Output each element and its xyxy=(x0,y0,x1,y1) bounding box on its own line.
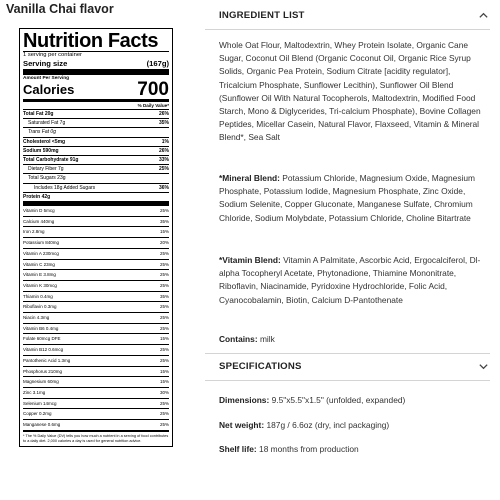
nutrient-dv: 36% xyxy=(158,184,169,191)
vitamin-dv: 25% xyxy=(159,304,169,310)
ingredient-list-heading: INGREDIENT LIST xyxy=(219,10,305,21)
vitamin-dv: 15% xyxy=(159,336,169,342)
vitamin-row xyxy=(23,376,169,387)
vitamin-name: Thiamin 0.4mg xyxy=(23,293,53,299)
dimensions-text: 9.5"x5.5"x1.5" (unfolded, expanded) xyxy=(269,395,406,405)
vitamin-dv: 15% xyxy=(159,229,169,235)
flavor-title: Vanilla Chai flavor xyxy=(6,2,114,16)
vitamin-row xyxy=(23,366,169,377)
net-weight-label: Net weight: xyxy=(219,420,265,430)
chevron-up-icon xyxy=(478,10,489,21)
vitamin-blend-text: Vitamin A Palmitate, Ascorbic Acid, Ergocalciferol, Dl-alpha Tocopheryl Acetate, Phytonadione, Thiamine Mononitrate, Riboflavin, Niacinamide, Pyridoxine Hydrochloride, Folic Acid, Cyanocobalamin, Biotin, Calcium D-Pantothenate xyxy=(219,255,481,305)
nutrient-dv: 26% xyxy=(158,111,169,117)
vitamin-row xyxy=(23,323,169,334)
nutrient-name: Trans Fat 0g xyxy=(28,129,56,136)
nutrient-row xyxy=(23,118,169,127)
section-divider xyxy=(205,380,490,381)
vitamin-row xyxy=(23,408,169,419)
nutrient-name: Cholesterol <5mg xyxy=(23,138,66,145)
nutrient-row xyxy=(23,173,169,182)
mineral-blend-text: Potassium Chloride, Magnesium Oxide, Magnesium Phosphate, Potassium Iodide, Magnesium Phosphate, Zinc Oxide, Sodium Selenite, Copper Gluconate, Manganese Sulfate, Chromium Chloride, Sodium Molybdate, Potassium Chloride, Choline Bitartrate xyxy=(219,173,476,223)
vitamin-row xyxy=(23,248,169,259)
vitamin-name: Folate 60mcg DFE xyxy=(23,336,61,342)
nutrient-row xyxy=(23,146,169,155)
calories-label: Calories xyxy=(23,82,75,97)
vitamin-name: Vitamin D 5mcg xyxy=(23,208,55,214)
vitamin-row xyxy=(23,237,169,248)
vitamin-row xyxy=(23,312,169,323)
amount-per-serving: Amount Per Serving xyxy=(23,76,70,81)
serving-size-label: Serving size xyxy=(23,59,68,68)
vitamin-row xyxy=(23,205,169,216)
nutrient-row xyxy=(23,183,169,192)
vitamin-name: Niacin 4.3mg xyxy=(23,315,50,321)
net-weight-text: 187g / 6.6oz (dry, incl packaging) xyxy=(264,420,390,430)
vitamin-dv: 35% xyxy=(159,218,169,224)
spec-dimensions xyxy=(219,395,405,405)
vitamin-dv: 25% xyxy=(159,282,169,288)
serving-size-value: (167g) xyxy=(146,59,169,68)
vitamin-row xyxy=(23,269,169,280)
chevron-down-icon xyxy=(478,361,489,372)
vitamin-dv: 25% xyxy=(159,411,169,417)
vitamin-name: Vitamin E 3.8mg xyxy=(23,272,56,278)
section-divider xyxy=(205,29,490,30)
daily-value-header: % Daily Value* xyxy=(137,103,169,108)
serving-size xyxy=(23,59,169,68)
specifications-toggle[interactable] xyxy=(219,361,489,372)
nutrient-name: Includes 18g Added Sugars xyxy=(34,184,96,191)
vitamin-row xyxy=(23,419,169,430)
nutrient-name: Total Sugars 23g xyxy=(28,175,66,182)
nutrient-name: Protein 42g xyxy=(23,193,51,200)
ingredient-main-text: Whole Oat Flour, Maltodextrin, Whey Protein Isolate, Organic Cane Sugar, Coconut Oil Blend (Organic Coconut Oil, Organic Rice Syrup Solids, Organic Pea Protein, Sodium Citrate [acidity regulator], Tricalcium Phosphate, Sunflower Lecithin), Sunflower Oil Blend (Sunflower Oil With Natural Tocopherols, Maltodextrin, Modified Food Starch, Mono & Diglycerides, Tri-calcium Phosphate), Bovine Collagen Peptides, Micellar Casein, Natural Flavor, Flaxseed, Vitamin & Mineral Blend*, Sea Salt xyxy=(219,40,481,143)
vitamin-name: Manganese 0.6mg xyxy=(23,422,61,428)
nutrition-facts-label xyxy=(19,28,173,447)
nutrient-row xyxy=(23,137,169,146)
vitamin-row xyxy=(23,280,169,291)
vitamin-row xyxy=(23,398,169,409)
nutrient-name: Dietary Fiber 7g xyxy=(28,166,64,173)
shelf-life-label: Shelf life: xyxy=(219,444,257,454)
vitamin-name: Vitamin C 23mg xyxy=(23,261,55,267)
vitamin-row xyxy=(23,259,169,270)
nutrient-name: Sodium 590mg xyxy=(23,147,59,154)
vitamin-dv: 25% xyxy=(159,315,169,321)
vitamin-dv: 15% xyxy=(159,379,169,385)
vitamin-name: Pantothenic Acid 1.3mg xyxy=(23,357,71,363)
shelf-life-text: 18 months from production xyxy=(256,444,359,454)
calories-row xyxy=(23,79,169,100)
vitamin-dv: 25% xyxy=(159,272,169,278)
nutrition-facts-title: Nutrition Facts xyxy=(23,31,169,52)
ingredient-list-toggle[interactable] xyxy=(219,10,489,21)
nutrient-row xyxy=(23,192,169,205)
vitamin-name: Riboflavin 0.3mg xyxy=(23,304,57,310)
contains-label: Contains: xyxy=(219,334,258,344)
vitamin-name: Calcium 440mg xyxy=(23,218,55,224)
vitamin-dv: 25% xyxy=(159,261,169,267)
vitamin-name: Vitamin A 230mcg xyxy=(23,250,59,256)
daily-value-footnote: * The % Daily Value (DV) tells you how much a nutrient in a serving of food contributes to a daily diet. 2,000 calories a day is used for general nutrition advice. xyxy=(23,430,169,444)
vitamin-mineral-list xyxy=(23,205,169,430)
nutrient-name: Saturated Fat 7g xyxy=(28,120,66,127)
vitamin-name: Vitamin B6 0.4mg xyxy=(23,325,59,331)
vitamin-row xyxy=(23,301,169,312)
nutrient-dv: 1% xyxy=(161,138,169,145)
mineral-blend-label: *Mineral Blend: xyxy=(219,173,280,183)
dimensions-label: Dimensions: xyxy=(219,395,270,405)
vitamin-dv: 25% xyxy=(159,250,169,256)
section-divider xyxy=(205,353,490,354)
vitamin-row xyxy=(23,387,169,398)
vitamin-row xyxy=(23,333,169,344)
spec-shelf-life xyxy=(219,444,359,454)
vitamin-blend-label: *Vitamin Blend: xyxy=(219,255,281,265)
vitamin-name: Zinc 3.1mg xyxy=(23,389,46,395)
calories-value: 700 xyxy=(137,79,169,100)
heavy-divider xyxy=(23,69,169,75)
vitamin-row xyxy=(23,355,169,366)
vitamin-dv: 25% xyxy=(159,400,169,406)
nutrient-row xyxy=(23,155,169,164)
vitamin-dv: 25% xyxy=(159,347,169,353)
vitamin-row xyxy=(23,216,169,227)
mineral-blend xyxy=(219,172,487,225)
vitamin-blend xyxy=(219,254,487,307)
nutrient-dv: 25% xyxy=(158,166,169,173)
vitamin-dv: 25% xyxy=(159,422,169,428)
contains-text: milk xyxy=(257,334,275,344)
nutrient-row xyxy=(23,164,169,173)
vitamin-dv: 30% xyxy=(159,389,169,395)
vitamin-row xyxy=(23,344,169,355)
vitamin-dv: 15% xyxy=(159,368,169,374)
nutrient-dv: 35% xyxy=(158,120,169,127)
vitamin-row xyxy=(23,226,169,237)
vitamin-dv: 25% xyxy=(159,208,169,214)
vitamin-name: Vitamin K 30mcg xyxy=(23,282,57,288)
vitamin-row xyxy=(23,291,169,302)
nutrient-name: Total Fat 20g xyxy=(23,111,54,117)
specifications-heading: SPECIFICATIONS xyxy=(219,361,302,372)
nutrient-row xyxy=(23,109,169,118)
vitamin-name: Selenium 14mcg xyxy=(23,400,57,406)
contains-allergen xyxy=(219,333,487,346)
vitamin-name: Iron 2.8mg xyxy=(23,229,45,235)
vitamin-dv: 20% xyxy=(159,240,169,246)
nutrient-row xyxy=(23,127,169,136)
vitamin-name: Potassium 840mg xyxy=(23,240,60,246)
servings-per-container: 1 serving per container xyxy=(23,52,82,58)
vitamin-dv: 25% xyxy=(159,357,169,363)
spec-net-weight xyxy=(219,420,389,430)
vitamin-name: Phosphorus 210mg xyxy=(23,368,63,374)
nutrient-dv: 33% xyxy=(158,157,169,164)
vitamin-dv: 25% xyxy=(159,325,169,331)
vitamin-dv: 35% xyxy=(159,293,169,299)
nutrient-name: Total Carbohydrate 91g xyxy=(23,157,79,164)
vitamin-name: Copper 0.2mg xyxy=(23,411,52,417)
vitamin-name: Magnesium 60mg xyxy=(23,379,59,385)
nutrient-dv: 26% xyxy=(158,147,169,154)
vitamin-name: Vitamin B12 0.6mcg xyxy=(23,347,64,353)
